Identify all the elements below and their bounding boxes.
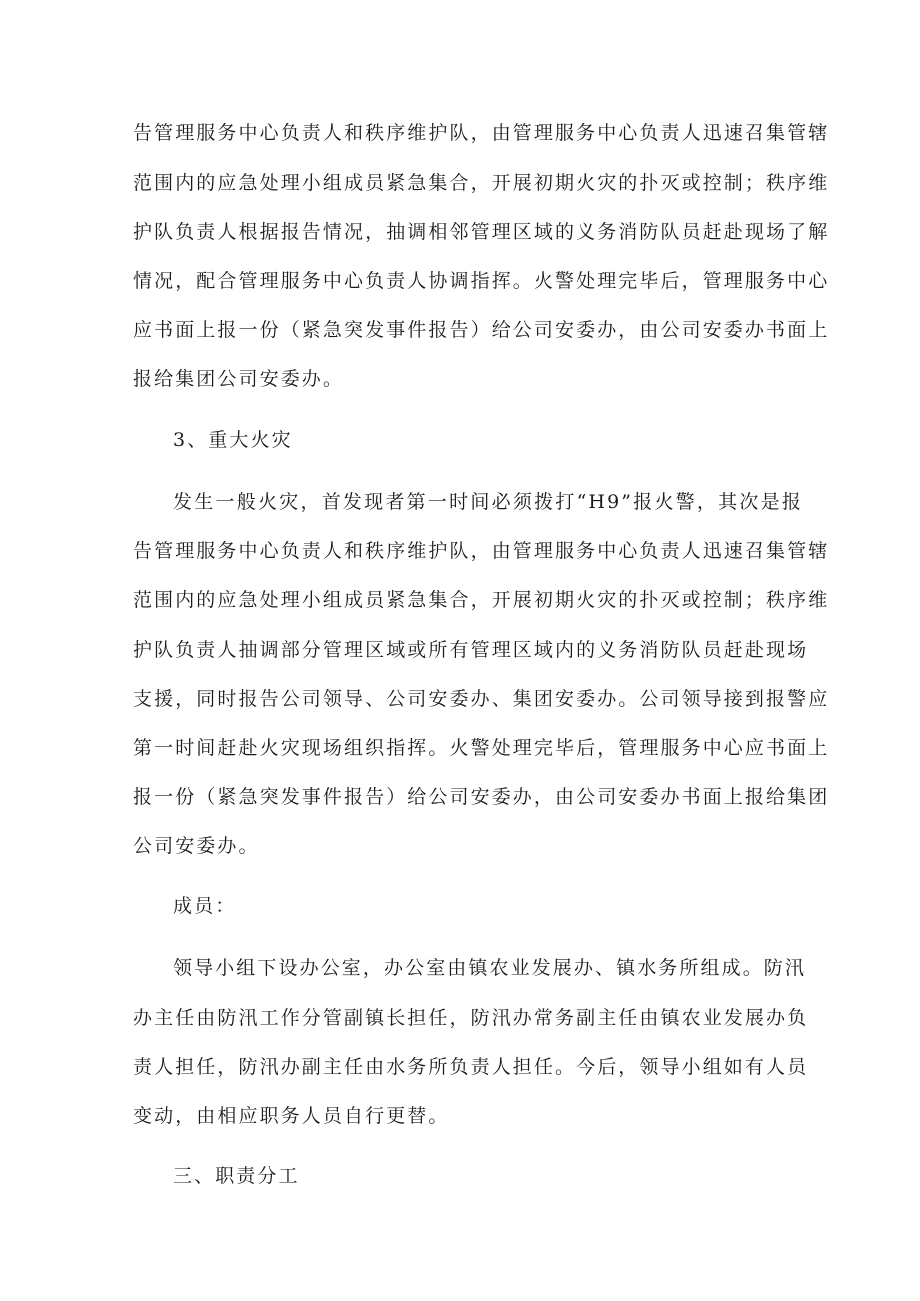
paragraph-line: 变动，由相应职务人员自行更替。 xyxy=(133,1105,450,1127)
section-heading: 三、职责分工 xyxy=(173,1165,300,1187)
paragraph-line: 发生一般火灾，首发现者第一时间必须拨打“H9”报火警，其次是报 xyxy=(173,491,803,513)
paragraph-line: 办主任由防汛工作分管副镇长担任，防汛办常务副主任由镇农业发展办负 xyxy=(133,1007,809,1029)
members-label: 成员： xyxy=(173,895,237,917)
paragraph-line: 范围内的应急处理小组成员紧急集合，开展初期火灾的扑灭或控制；秩序维 xyxy=(133,589,830,611)
paragraph-line: 护队负责人抽调部分管理区域或所有管理区域内的义务消防队员赶赴现场 xyxy=(133,639,809,661)
paragraph-line: 范围内的应急处理小组成员紧急集合，开展初期火灾的扑灭或控制；秩序维 xyxy=(133,172,830,194)
paragraph-line: 领导小组下设办公室，办公室由镇农业发展办、镇水务所组成。防汛 xyxy=(173,957,807,979)
paragraph-line: 情况，配合管理服务中心负责人协调指挥。火警处理完毕后，管理服务中心 xyxy=(133,270,830,292)
paragraph-line: 告管理服务中心负责人和秩序维护队，由管理服务中心负责人迅速召集管辖 xyxy=(133,122,830,144)
subheading: 3、重大火灾 xyxy=(173,429,293,451)
paragraph-line: 支援，同时报告公司领导、公司安委办、集团安委办。公司领导接到报警应 xyxy=(133,688,830,710)
paragraph-line: 报给集团公司安委办。 xyxy=(133,368,345,390)
paragraph-line: 护队负责人根据报告情况，抽调相邻管理区域的义务消防队员赶赴现场了解 xyxy=(133,221,830,243)
paragraph-line: 公司安委办。 xyxy=(133,835,260,857)
paragraph-line: 应书面上报一份（紧急突发事件报告）给公司安委办，由公司安委办书面上 xyxy=(133,319,830,341)
paragraph-line: 第一时间赶赴火灾现场组织指挥。火警处理完毕后，管理服务中心应书面上 xyxy=(133,737,830,759)
paragraph-line: 责人担任，防汛办副主任由水务所负责人担任。今后，领导小组如有人员 xyxy=(133,1056,809,1078)
paragraph-line: 告管理服务中心负责人和秩序维护队，由管理服务中心负责人迅速召集管辖 xyxy=(133,540,830,562)
paragraph-line: 报一份（紧急突发事件报告）给公司安委办，由公司安委办书面上报给集团 xyxy=(133,786,830,808)
